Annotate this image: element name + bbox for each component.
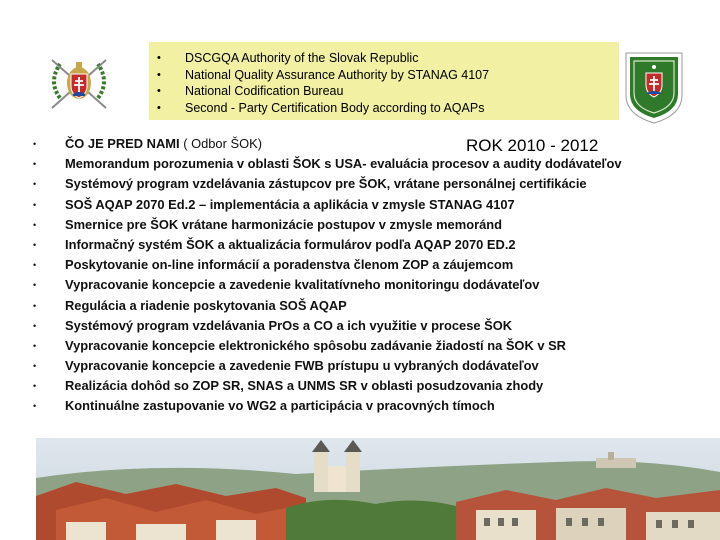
bullet: • <box>33 159 37 170</box>
bullet: • <box>157 68 161 81</box>
header-box <box>149 42 619 120</box>
bullet: • <box>33 239 37 250</box>
list-item <box>0 376 622 396</box>
list-item <box>0 154 622 174</box>
city-panorama-image <box>36 438 720 540</box>
list-item <box>0 296 622 316</box>
list-item-text: Realizácia dohôd so ZOP SR, SNAS a UNMS SR v oblasti posudzovania zhody <box>65 378 544 394</box>
header-line-text: National Quality Assurance Authority by STANAG 4107 <box>185 67 490 82</box>
list-item <box>0 235 622 255</box>
list-item-text: SOŠ AQAP 2070 Ed.2 – implementácia a aplikácia v zmysle STANAG 4107 <box>65 196 515 212</box>
list-item <box>0 275 622 295</box>
list-item-text: Systémový program vzdelávania zástupcov pre ŠOK, vrátane personálnej certifikácie <box>65 176 587 192</box>
list-item <box>0 336 622 356</box>
header-list <box>149 50 489 116</box>
bullet: • <box>33 361 37 372</box>
bullet: • <box>157 101 161 114</box>
header-line <box>149 50 489 67</box>
bullet: • <box>33 340 37 351</box>
header-line-text: Second - Party Certification Body according to AQAPs <box>185 100 485 115</box>
list-item <box>0 174 622 194</box>
bullet: • <box>33 401 37 412</box>
bullet: • <box>33 199 37 210</box>
badge-icon <box>620 47 688 125</box>
bullet: • <box>33 300 37 311</box>
list-item <box>0 215 622 235</box>
bullet: • <box>157 85 161 97</box>
header-line <box>149 100 489 117</box>
bullet: • <box>33 260 37 271</box>
bullet: • <box>33 139 37 149</box>
list-item-text: Poskytovanie on-line informácií a poradenstva členom ZOP a záujemcom <box>65 257 514 273</box>
year-heading: ROK 2010 - 2012 <box>466 136 599 155</box>
list-item <box>0 356 622 376</box>
title-main: ČO JE PRED NAMI <box>65 136 180 151</box>
header-line <box>149 67 489 84</box>
list-item-text: Informačný systém ŠOK a aktualizácia formulárov podľa AQAP 2070 ED.2 <box>65 236 516 252</box>
bullet: • <box>33 219 37 230</box>
list-item-title <box>0 134 622 154</box>
list-item-text: Systémový program vzdelávania PrOs a CO a ich využitie v procese ŠOK <box>65 317 513 333</box>
list-item <box>0 396 622 416</box>
list-item <box>0 316 622 336</box>
bullet: • <box>33 320 37 331</box>
list-item-text: Vypracovanie koncepcie elektronického spôsobu zadávanie žiadostí na ŠOK v SR <box>65 337 566 353</box>
bullet: • <box>33 179 37 190</box>
list-item <box>0 195 622 215</box>
list-item-text: Smernice pre ŠOK vrátane harmonizácie postupov v zmysle memoránd <box>65 216 502 232</box>
bullet: • <box>157 52 161 64</box>
list-item-text: Vypracovanie koncepcie a zavedenie kvalitatívneho monitoringu dodávateľov <box>65 277 540 293</box>
header-line-text: DSCGQA Authority of the Slovak Republic <box>185 51 419 65</box>
list-item-text: Kontinuálne zastupovanie vo WG2 a participácia v pracovných tímoch <box>65 398 495 414</box>
bullet: • <box>33 280 37 291</box>
title-sub: ( Odbor ŠOK) <box>179 136 262 151</box>
header-line-text: National Codification Bureau <box>185 84 344 98</box>
list-item-text: Vypracovanie koncepcie a zavedenie FWB prístupu u vybraných dodávateľov <box>65 358 539 374</box>
list-item-text: Regulácia a riadenie poskytovania SOŠ AQAP <box>65 297 347 313</box>
header-line <box>149 83 489 100</box>
bullet: • <box>33 381 37 392</box>
main-list <box>0 134 622 417</box>
coat-of-arms-icon <box>38 52 120 114</box>
list-item-text: Memorandum porozumenia v oblasti ŠOK s USA- evaluácia procesov a audity dodávateľov <box>65 156 622 172</box>
list-item <box>0 255 622 275</box>
